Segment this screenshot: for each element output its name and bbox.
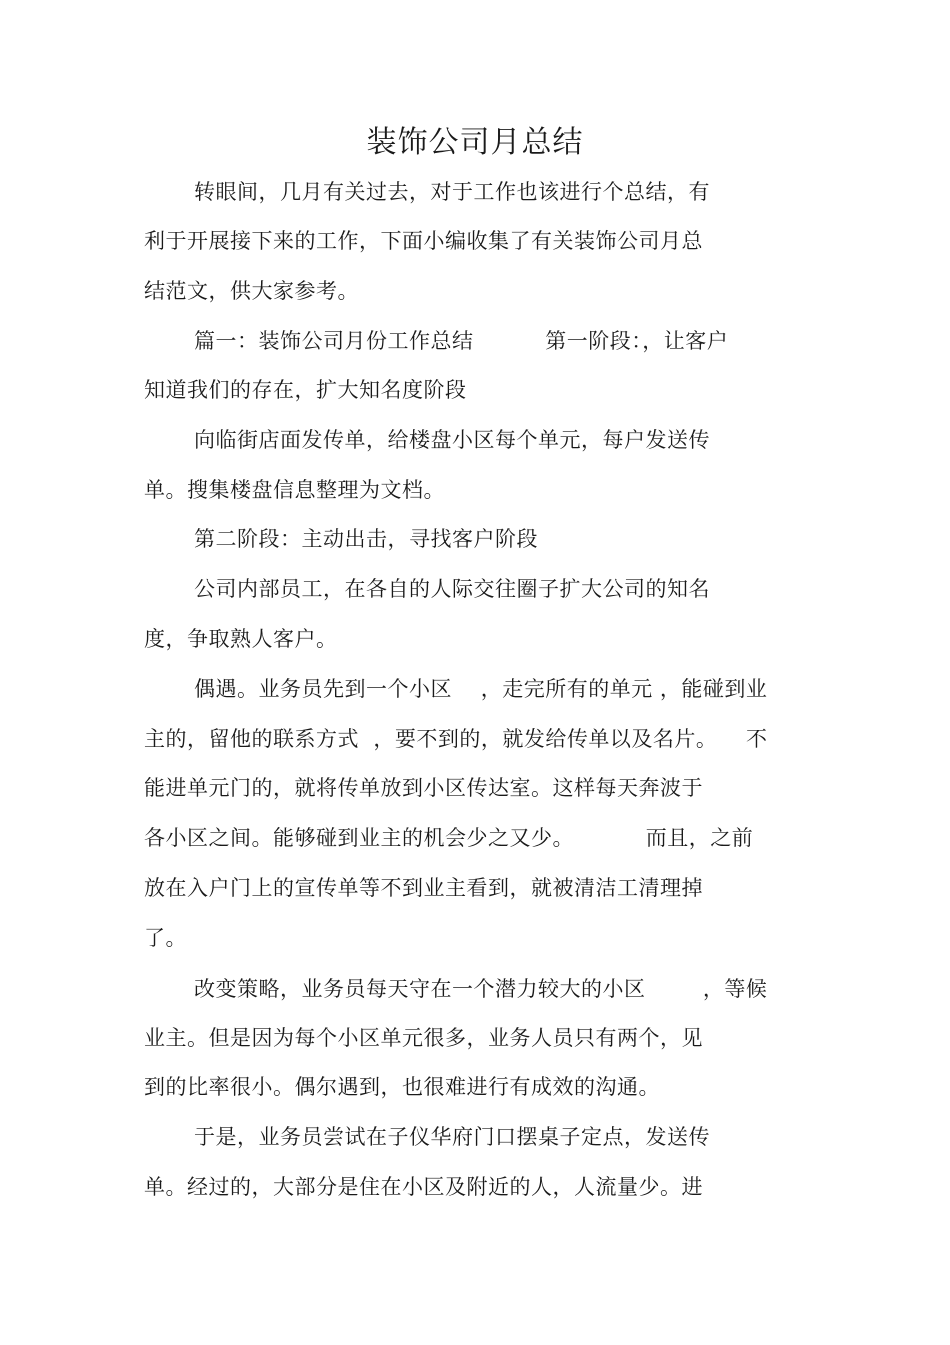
text-line: 到的比率很小。偶尔遇到，也很难进行有成效的沟通。 xyxy=(144,1075,660,1099)
text-line: 业主。但是因为每个小区单元很多，业务人员只有两个，见 xyxy=(144,1026,703,1050)
text-line: 篇一：装饰公司月份工作总结 第一阶段：，让客户 xyxy=(194,329,729,353)
text-line: 转眼间，几月有关过去，对于工作也该进行个总结，有 xyxy=(194,180,710,204)
text-line: 度，争取熟人客户。 xyxy=(144,627,338,651)
text-line: 利于开展接下来的工作，下面小编收集了有关装饰公司月总 xyxy=(144,229,703,253)
text-line: 主的，留他的联系方式 ，要不到的，就发给传单以及名片。 不 xyxy=(144,727,768,751)
text-line: 改变策略，业务员每天守在一个潜力较大的小区 ，等候 xyxy=(194,977,768,1001)
text-line: 向临街店面发传单，给楼盘小区每个单元，每户发送传 xyxy=(194,428,710,452)
text-line: 第二阶段：主动出击，寻找客户阶段 xyxy=(194,527,538,551)
document-title: 装饰公司月总结 xyxy=(366,125,584,160)
text-line: 各小区之间。能够碰到业主的机会少之又少。 而且，之前 xyxy=(144,826,754,850)
text-line: 于是，业务员尝试在子仪华府门口摆桌子定点，发送传 xyxy=(194,1125,710,1149)
text-line: 单。经过的，大部分是住在小区及附近的人，人流量少。进 xyxy=(144,1175,703,1199)
text-line: 单。搜集楼盘信息整理为文档。 xyxy=(144,478,445,502)
text-line: 了。 xyxy=(144,926,187,950)
text-line: 放在入户门上的宣传单等不到业主看到，就被清洁工清理掉 xyxy=(144,876,703,900)
text-line: 公司内部员工，在各自的人际交往圈子扩大公司的知名 xyxy=(194,577,710,601)
text-line: 能进单元门的，就将传单放到小区传达室。这样每天奔波于 xyxy=(144,776,703,800)
text-line: 知道我们的存在，扩大知名度阶段 xyxy=(144,378,467,402)
text-line: 结范文，供大家参考。 xyxy=(144,279,359,303)
text-line: 偶遇。业务员先到一个小区 ，走完所有的单元 ，能碰到业 xyxy=(194,677,768,701)
